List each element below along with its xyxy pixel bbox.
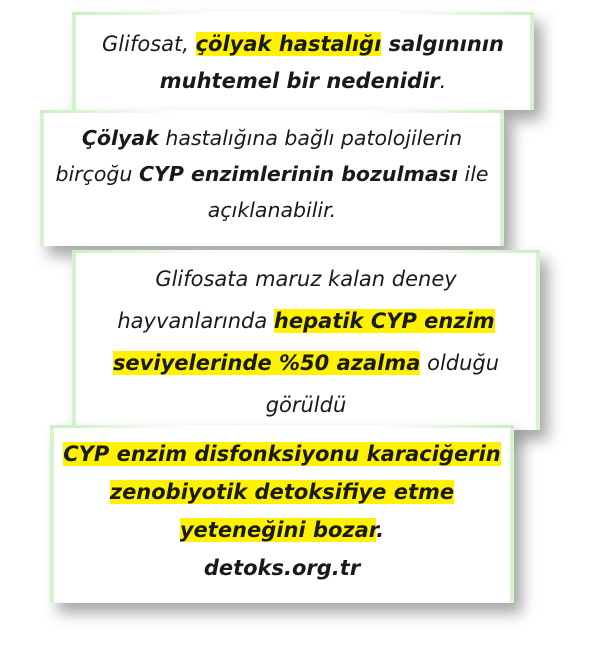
card4-line1 (54, 435, 510, 473)
card1-bold-text: salgınının (381, 32, 504, 56)
card2-line2 (44, 156, 500, 192)
card3-line4: görüldü (265, 393, 347, 417)
card4-highlight-3: yeteneğini bozar (179, 518, 377, 542)
card3-line2 (76, 300, 536, 342)
card1-highlight: çölyak hastalığı (195, 32, 382, 56)
card2-text-2: birçoğu (55, 162, 139, 186)
card2-bold-term: Çölyak (81, 126, 159, 150)
card1-line2 (76, 63, 530, 100)
fact-card-4 (50, 425, 514, 603)
card1-text: Glifosat, (102, 32, 196, 56)
card4-highlight: CYP enzim disfonksiyonu karaciğerin (63, 442, 501, 466)
card4-line3 (54, 511, 510, 549)
card2-line3: açıklanabilir. (207, 198, 337, 222)
card1-bold-text-2: muhtemel bir nedenidir (159, 69, 440, 93)
card3-highlight: hepatik CYP enzim (273, 309, 495, 333)
card1-line1 (76, 26, 530, 63)
fact-card-1 (72, 12, 534, 110)
card2-text: hastalığına bağlı patolojilerin (158, 126, 463, 150)
card3-line1: Glifosata maruz kalan deney (155, 267, 457, 291)
card4-period: . (376, 518, 385, 542)
card4-line2 (54, 473, 510, 511)
card2-bold-term-2: CYP enzimlerinin bozulması (138, 162, 458, 186)
card3-text: hayvanlarında (117, 309, 274, 333)
source-label: detoks.org.tr (203, 556, 361, 580)
card2-text-3: ile (457, 162, 489, 186)
card1-period: . (439, 69, 447, 93)
fact-card-3 (72, 250, 540, 430)
card2-line1 (44, 120, 500, 156)
fact-card-2 (40, 110, 504, 246)
card3-text-2: olduğu (420, 351, 500, 375)
card3-line3 (76, 342, 536, 384)
card4-highlight-2: zenobiyotik detoksifiye etme (109, 480, 455, 504)
card3-highlight-2: seviyelerinde %50 azalma (112, 351, 421, 375)
